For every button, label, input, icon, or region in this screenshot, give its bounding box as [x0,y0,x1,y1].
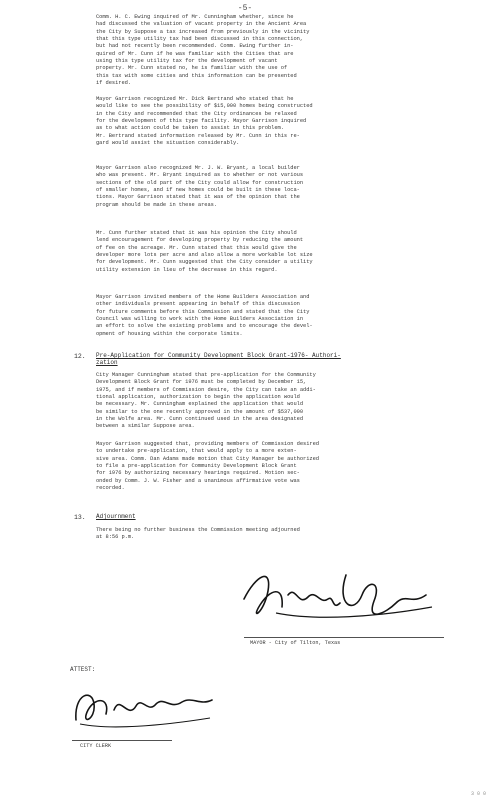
item-13-number: 13. [74,514,86,521]
item-13-title: Adjournment [96,513,136,520]
mayor-signature-line [244,637,444,638]
corner-mark: 3 0 0 [470,791,486,797]
item-12-number: 12. [74,353,86,360]
clerk-caption: CITY CLERK [80,743,112,749]
clerk-signature-line [72,740,172,741]
paragraph-bertrand: Mayor Garrison recognized Mr. Dick Bertrand who stated that he would like to see the possibility of $15,000 homes being constructed in the City and recommended that the City ordinances be relaxed for the development of this type facility. Mayor Garrison inquired as to what action could be taken to assist in this problem. Mr. Bertrand stated information released by Mr. Cunn in this re- gard would assist the situation considerably. [96,96,313,147]
item-12-title: Pre-Application for Community Development Block Grant-1976- Authori- zation [96,352,341,367]
paragraph-grant-motion: Mayor Garrison suggested that, providing members of Commission desired to undertake pre-application, that would apply to a more exten- sive area. Comm. Dan Adams made motion that City Manager be authorized to file a pre-application for Community Development Block Grant for 1976 by authorizing necessary hearings required. Motion sec- onded by Comm. J. W. Fisher and a unanimous affirmative vote was recorded. [96,441,319,492]
paragraph-bryant: Mayor Garrison also recognized Mr. J. W. Bryant, a local builder who was present. Mr. Bryant inquired as to whether or not various sections of the old part of the City could allow for construction of smaller homes, and if new homes could be built in these loca- tions. Mayor Garrison stated that it was of the opinion that the program should be made in these areas. [96,165,304,208]
page-number: -5- [237,4,253,13]
paragraph-ewing-inquiry: Comm. H. C. Ewing inquired of Mr. Cunningham whether, since he had discussed the valuation of vacant property in the Ancient Area the City by Suppose a tax increased from previously in the vicinity that this type utility tax had been discussed in this connection, but had not recently been recommended. Comm. Ewing further in- quired of Mr. Cunn if he was familiar with the Cities that are using this type utility tax for the development of vacant property. Mr. Cunn stated no, he is familiar with the use of this tax with some cities and this information can be presented if desired. [96,14,310,87]
paragraph-cunn-further: Mr. Cunn further stated that it was his opinion the City should lend encouragement for developing property by reducing the amount of fee on the acreage. Mr. Cunn stated that this would give the developer more lots per acre and also allow a more workable lot size for development. Mr. Cunn suggested that the City consider a utility utility extension in lieu of the decrease in this regard. [96,230,313,273]
paragraph-home-builders: Mayor Garrison invited members of the Home Builders Association and other individuals present appearing in behalf of this discussion for future comments before this Commission and stated that the City Council was willing to work with the Home Builders Association in an effort to solve the existing problems and to encourage the devel- opment of housing within the corporate limits. [96,294,313,337]
mayor-caption: MAYOR - City of Tilton, Texas [250,640,341,646]
paragraph-grant-pre-application: City Manager Cunningham stated that pre-application for the Community Development Block Grant for 1976 must be completed by December 15, 1975, and if members of Commission desire, the City can take an addi- tional application, authorization to begin the application would be necessary. Mr. Cunningham explained the application that would be similar to the one recently approved in the amount of $537,000 in the Wolfe area. Mr. Cunn continued used in the area designated between a similar Suppose area. [96,372,316,430]
attest-label: ATTEST: [70,666,96,673]
paragraph-adjournment: There being no further business the Commission meeting adjourned at 8:56 p.m. [96,527,300,541]
